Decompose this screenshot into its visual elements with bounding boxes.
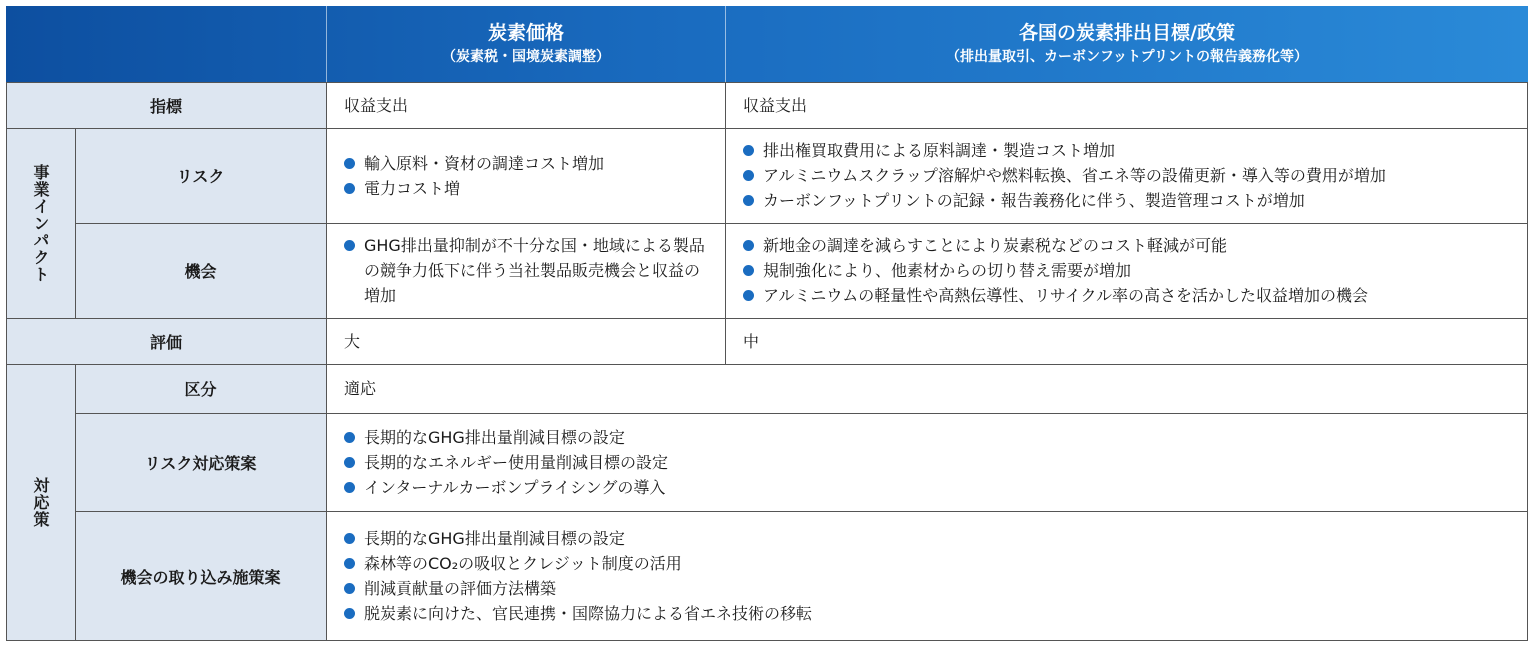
grid-line xyxy=(6,640,1528,641)
grid-line xyxy=(6,128,1528,129)
header-emission-policy xyxy=(725,6,1528,82)
grid-line xyxy=(326,82,327,641)
row-label-risk-measures: リスク対応策案 xyxy=(75,413,326,511)
list-item: 新地金の調達を減らすことにより炭素税などのコスト軽減が可能 xyxy=(743,233,1528,258)
opportunity-col2 xyxy=(725,223,1528,318)
group-label-business-impact xyxy=(6,128,75,318)
list-item: 長期的なGHG排出量削減目標の設定 xyxy=(344,526,1528,551)
header-col2-subtitle: （排出量取引、カーボンフットプリントの報告義務化等） xyxy=(945,49,1309,65)
grid-line xyxy=(75,128,76,318)
list-item: 長期的なGHG排出量削減目標の設定 xyxy=(344,425,1528,450)
grid-line xyxy=(75,413,1528,414)
grid-line xyxy=(6,318,1528,319)
header-carbon-price xyxy=(326,6,725,82)
row-label-evaluation: 評価 xyxy=(6,318,326,364)
climate-impact-table xyxy=(6,6,1528,641)
list-item: 削減貢献量の評価方法構築 xyxy=(344,576,1528,601)
grid-line xyxy=(6,364,1528,365)
list-item: インターナルカーボンプライシングの導入 xyxy=(344,475,1528,500)
header-col1-subtitle: （炭素税・国境炭素調整） xyxy=(442,49,610,65)
list-item: 森林等のCO₂の吸収とクレジット制度の活用 xyxy=(344,551,1528,576)
indicator-col2: 収益支出 xyxy=(725,82,1528,128)
grid-line xyxy=(75,364,76,641)
grid-line xyxy=(6,82,7,641)
grid-line xyxy=(75,223,1528,224)
list-item: アルミニウムスクラップ溶解炉や燃料転換、省エネ等の設備更新・導入等の費用が増加 xyxy=(743,163,1528,188)
list-item: 排出権買取費用による原料調達・製造コスト増加 xyxy=(743,138,1528,163)
grid-line xyxy=(725,82,726,364)
row-label-risk: リスク xyxy=(75,128,326,223)
opportunity-col1 xyxy=(326,223,725,318)
category-value: 適応 xyxy=(326,364,1528,413)
list-item: 規制強化により、他素材からの切り替え需要が増加 xyxy=(743,258,1528,283)
grid-line xyxy=(75,511,1528,512)
group-label-countermeasures xyxy=(6,364,75,641)
list-item: GHG排出量抑制が不十分な国・地域による製品の競争力低下に伴う当社製品販売機会と収益の増加 xyxy=(344,233,715,308)
row-label-category: 区分 xyxy=(75,364,326,413)
header-col1-title: 炭素価格 xyxy=(487,22,564,44)
list-item: 輸入原料・資材の調達コスト増加 xyxy=(344,151,725,176)
countermeasures-text: 対応策 xyxy=(31,477,50,528)
grid-line xyxy=(6,82,1528,83)
business-impact-text: 事業インパクト xyxy=(31,163,50,283)
list-item: 脱炭素に向けた、官民連携・国際協力による省エネ技術の移転 xyxy=(344,601,1528,626)
evaluation-col1: 大 xyxy=(326,318,725,364)
risk-col2 xyxy=(725,128,1528,223)
risk-measures-list xyxy=(326,413,1528,511)
row-label-indicator: 指標 xyxy=(6,82,326,128)
risk-col1 xyxy=(326,128,725,223)
evaluation-col2: 中 xyxy=(725,318,1528,364)
list-item: カーボンフットプリントの記録・報告義務化に伴う、製造管理コストが増加 xyxy=(743,188,1528,213)
row-label-opportunity-measures: 機会の取り込み施策案 xyxy=(75,511,326,641)
list-item: 長期的なエネルギー使用量削減目標の設定 xyxy=(344,450,1528,475)
row-label-opportunity: 機会 xyxy=(75,223,326,318)
list-item: 電力コスト増 xyxy=(344,176,725,201)
list-item: アルミニウムの軽量性や高熱伝導性、リサイクル率の高さを活かした収益増加の機会 xyxy=(743,283,1528,308)
indicator-col1: 収益支出 xyxy=(326,82,725,128)
header-col2-title: 各国の炭素排出目標/政策 xyxy=(1019,22,1235,44)
grid-line xyxy=(1527,82,1528,641)
opportunity-measures-list xyxy=(326,511,1528,641)
